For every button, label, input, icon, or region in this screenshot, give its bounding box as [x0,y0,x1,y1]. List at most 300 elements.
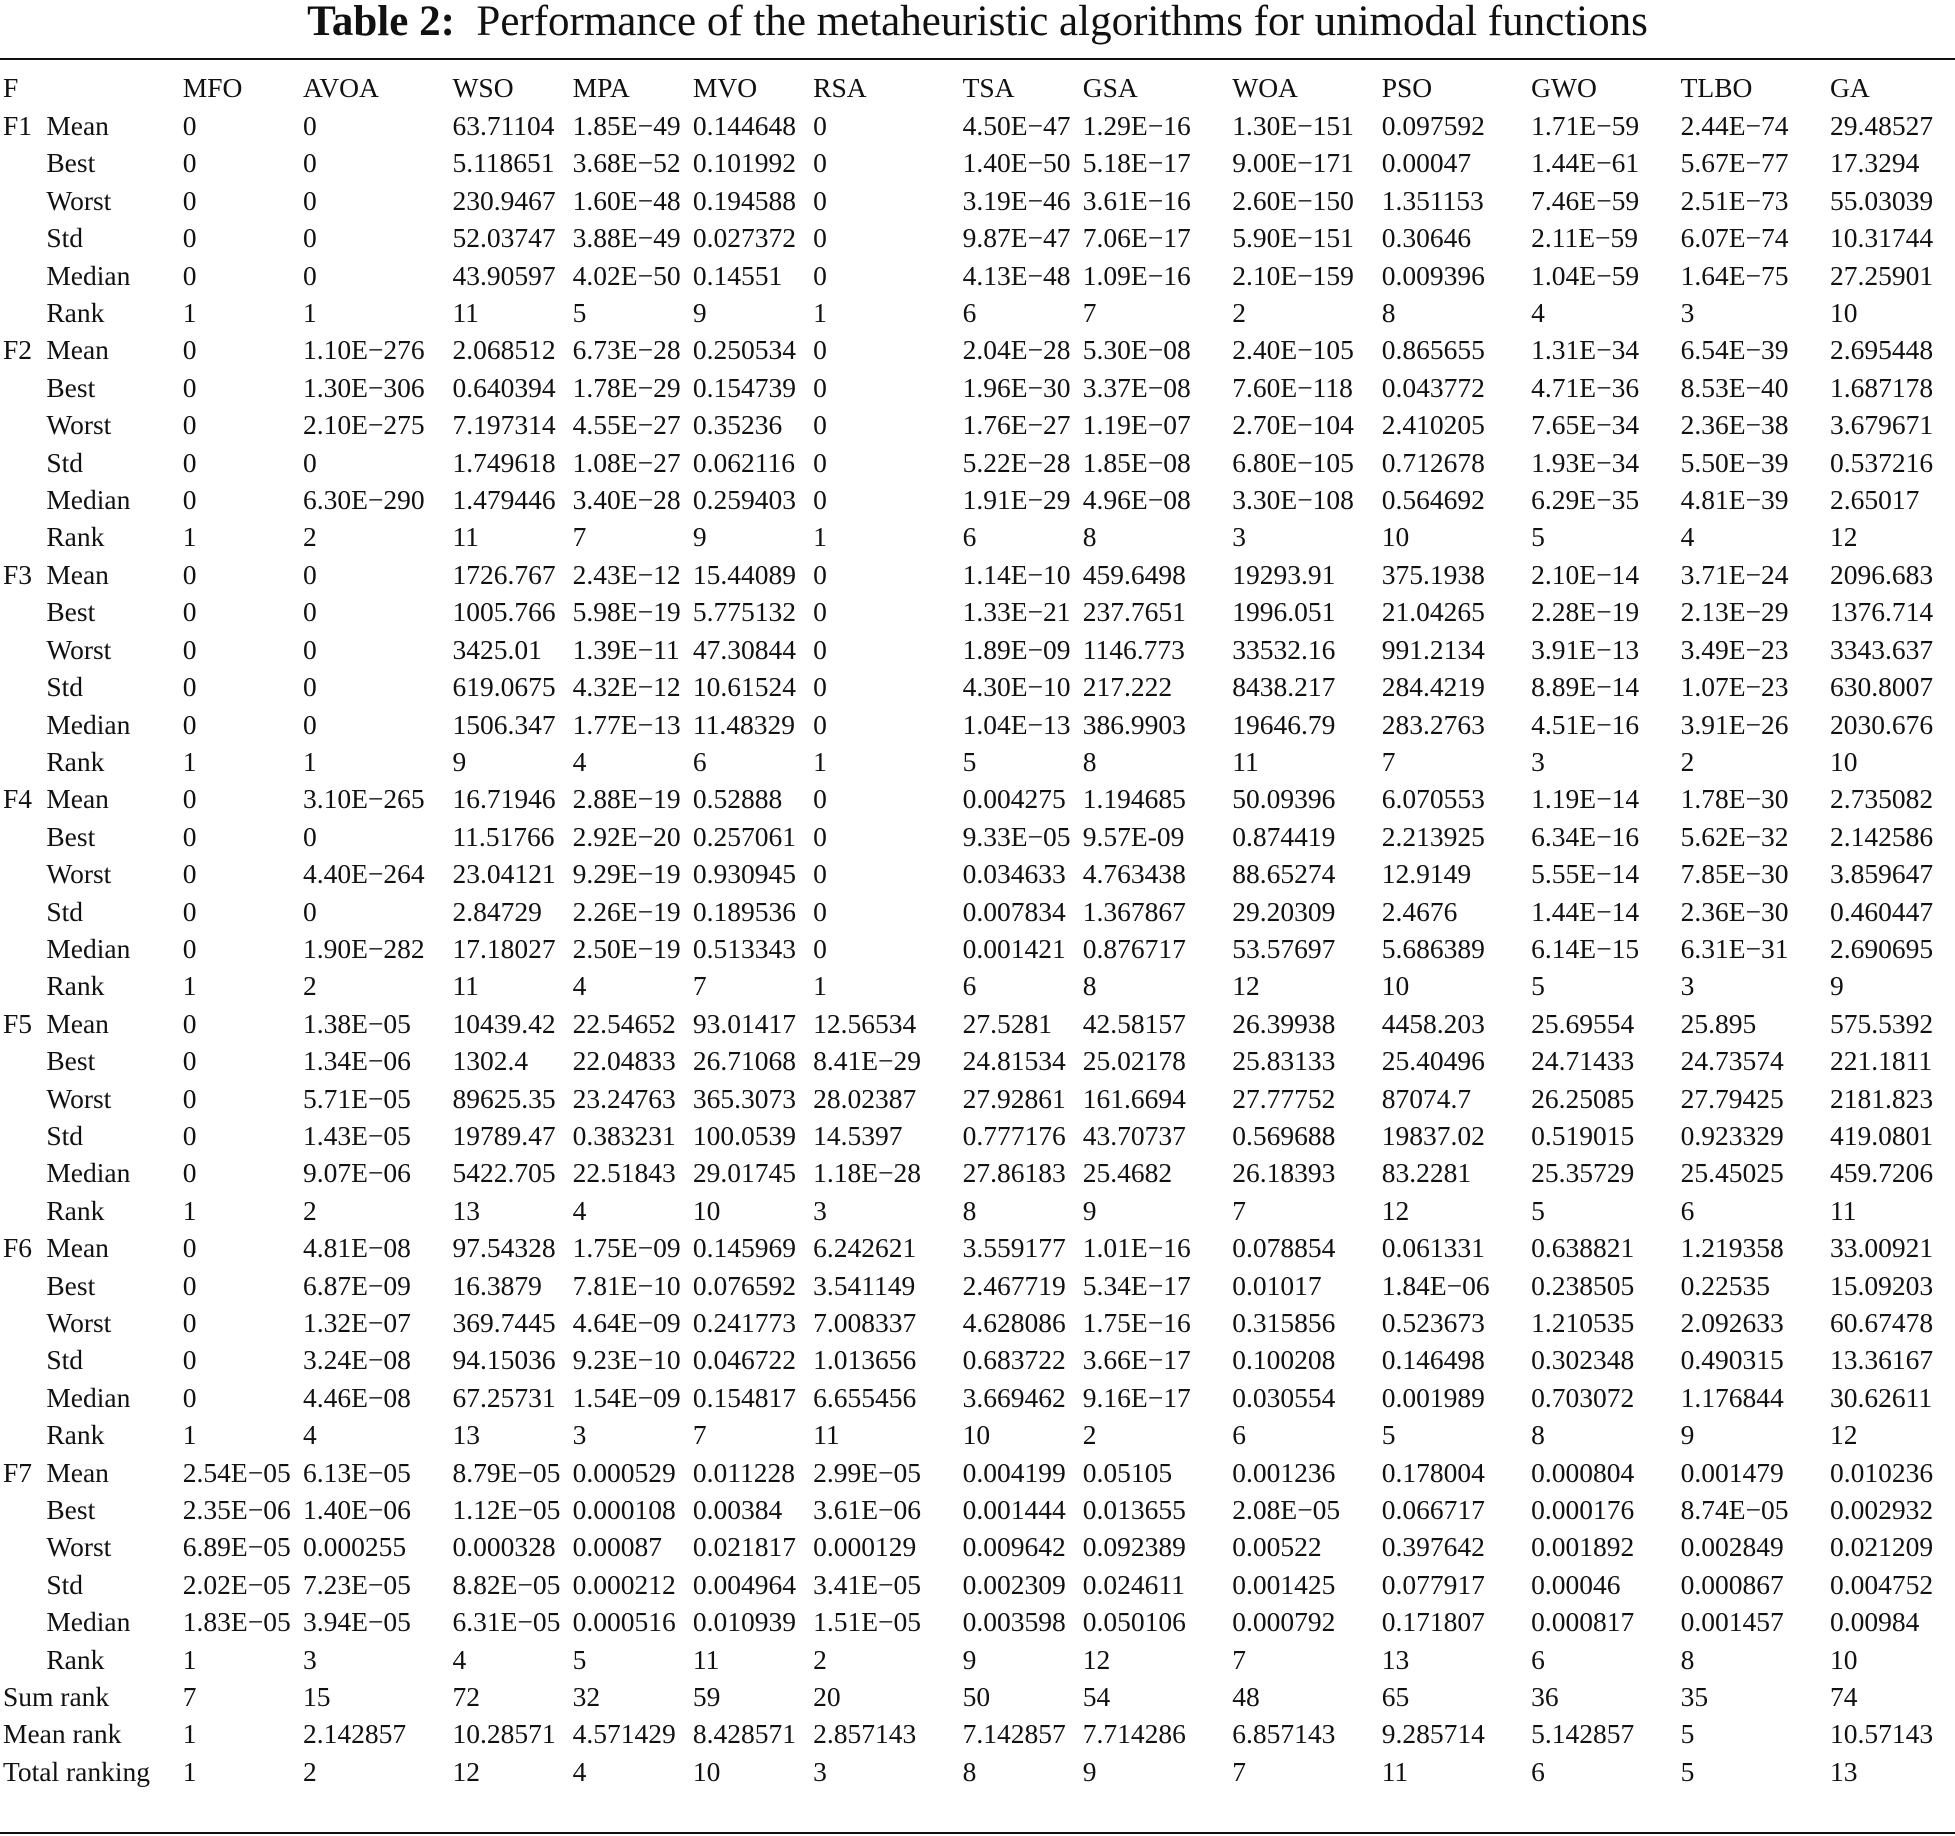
table-cell: 1.749618 [452,446,556,478]
table-cell: 9.07E−06 [303,1157,411,1189]
table-cell: 0 [813,184,827,216]
table-cell: 369.7445 [452,1307,556,1338]
table-row [0,406,1955,443]
table-cell: 3 [1680,297,1695,329]
summary-cell: 7.714286 [1082,1718,1186,1750]
table-cell: 15.09203 [1830,1269,1934,1301]
table-cell: 6.34E−16 [1531,820,1640,852]
table-cell: 0.537216 [1830,446,1934,478]
table-cell: 0 [813,259,827,291]
table-cell: 1.176844 [1680,1381,1784,1413]
table-cell: 0 [813,371,827,403]
table-cell: 0.000817 [1531,1606,1635,1638]
table-cell: 4 [572,745,587,777]
table-cell: 1.29E−16 [1082,110,1191,141]
header-woa: WOA [1232,72,1298,103]
table-cell: 0 [182,371,197,403]
table-cell: 9.23E−10 [572,1344,681,1376]
table-cell: 1.84E−06 [1381,1269,1490,1301]
table-cell: 0.010939 [692,1606,797,1638]
function-name: F4 [3,783,33,815]
table-cell: 7.60E−118 [1232,371,1353,403]
table-cell: 6 [1531,1643,1545,1675]
table-row [0,1566,1955,1603]
table-cell: 7.46E−59 [1531,184,1640,216]
table-cell: 2.84729 [452,895,542,927]
table-cell: 7.23E−05 [303,1568,411,1600]
table-cell: 6.07E−74 [1680,222,1789,254]
table-cell: 1.90E−282 [303,932,425,964]
table-cell: 0 [182,1007,197,1039]
table-cell: 4.40E−264 [303,858,425,890]
table-cell: 3.40E−28 [572,484,681,516]
table-cell: 0.004199 [962,1456,1066,1488]
table-cell: 3.61E−06 [813,1494,922,1526]
table-cell: 7 [692,1419,707,1451]
table-cell: 9.00E−171 [1232,147,1354,179]
table-cell: 0 [303,895,317,927]
table-cell: 27.92861 [962,1082,1066,1114]
table-cell: 9.33E−05 [962,820,1071,852]
table-cell: 29.01745 [692,1157,797,1189]
table-cell: 5.55E−14 [1531,858,1640,890]
table-cell: 0.001236 [1232,1456,1336,1488]
table-cell: 27.5281 [962,1007,1052,1039]
function-name [0,930,43,967]
function-name [0,818,43,855]
table-cell: 0.066717 [1381,1494,1485,1526]
table-cell: 0.003598 [962,1606,1066,1638]
table-cell: 3.91E−26 [1680,708,1789,740]
table-cell: 0.14551 [692,259,783,291]
table-cell: 93.01417 [692,1007,797,1039]
table-cell: 3.94E−05 [303,1606,411,1638]
table-cell: 6.87E−09 [303,1269,411,1301]
table-cell: 27.25901 [1830,259,1934,291]
table-cell: 0.001425 [1232,1568,1336,1600]
table-cell: 10 [692,1194,721,1226]
table-cell: 6.31E−31 [1680,932,1789,964]
table-cell: 1.31E−34 [1531,334,1640,366]
metric-label: Std [46,671,83,703]
table-cell: 8 [1531,1419,1545,1451]
table-cell: 17.3294 [1830,147,1920,179]
table-cell: 0 [182,259,197,291]
metric-label: Mean [46,1007,109,1039]
metric-label: Best [46,820,96,852]
table-cell: 16.3879 [452,1269,542,1301]
table-cell: 1506.347 [452,708,556,740]
function-name: F5 [3,1007,33,1039]
table-cell: 0 [303,222,317,254]
table-cell: 100.0539 [692,1119,797,1151]
table-cell: 459.7206 [1830,1157,1934,1189]
caption-label: Table 2: [307,0,455,45]
table-cell: 5.775132 [692,596,797,628]
metric-label: Best [46,147,96,179]
table-cell: 1.34E−06 [303,1045,411,1077]
table-cell: 8.82E−05 [452,1568,561,1600]
table-cell: 0 [813,932,827,964]
metric-label: Mean [46,783,109,815]
table-cell: 1.75E−09 [572,1232,681,1264]
table-cell: 0 [182,1344,197,1376]
table-cell: 50.09396 [1232,783,1336,815]
table-cell: 3.88E−49 [572,222,681,254]
table-cell: 1 [182,970,197,1002]
metric-label: Worst [46,1531,112,1563]
table-cell: 7 [1232,1194,1246,1226]
table-cell: 26.25085 [1531,1082,1635,1114]
table-cell: 0.030554 [1232,1381,1336,1413]
table-cell: 0.000212 [572,1568,676,1600]
function-name [0,1566,43,1603]
table-cell: 1376.714 [1830,596,1934,628]
table-body [0,107,1955,1827]
table-cell: 3 [1680,970,1695,1002]
summary-cell: 54 [1082,1681,1111,1713]
table-cell: 4.55E−27 [572,409,681,441]
table-row [0,144,1955,181]
table-row [0,1117,1955,1154]
header-gsa: GSA [1082,72,1138,103]
table-cell: 3.66E−17 [1082,1344,1191,1376]
table-cell: 29.20309 [1232,895,1336,927]
table-cell: 16.71946 [452,783,556,815]
table-cell: 7.06E−17 [1082,222,1191,254]
summary-row [0,1753,1955,1827]
table-cell: 0.004275 [962,783,1066,815]
metric-label: Mean [46,558,109,590]
function-name: F2 [3,334,33,366]
function-name [0,1192,43,1229]
table-cell: 237.7651 [1082,596,1186,628]
table-cell: 2.28E−19 [1531,596,1640,628]
table-cell: 2.88E−19 [572,783,681,815]
table-cell: 217.222 [1082,671,1173,703]
table-cell: 0 [182,409,197,441]
table-cell: 0.315856 [1232,1307,1336,1338]
table-cell: 29.48527 [1830,110,1934,141]
table-cell: 2 [813,1643,827,1675]
table-cell: 2.51E−73 [1680,184,1789,216]
function-name: F7 [3,1456,33,1488]
summary-cell: 72 [452,1681,480,1713]
table-cell: 88.65274 [1232,858,1336,890]
summary-cell: 2 [303,1755,317,1787]
table-cell: 2.99E−05 [813,1456,922,1488]
table-row [0,706,1955,743]
metric-label: Std [46,1344,83,1376]
caption-text: Performance of the metaheuristic algorithms for unimodal functions [476,0,1648,45]
table-cell: 15.44089 [692,558,797,590]
table-cell: 221.1811 [1830,1045,1933,1077]
function-name [0,593,43,630]
table-cell: 63.71104 [452,110,555,141]
table-cell: 5.18E−17 [1082,147,1191,179]
table-cell: 2 [1232,297,1246,329]
table-cell: 8.79E−05 [452,1456,561,1488]
metric-label: Std [46,1568,83,1600]
table-cell: 12 [1082,1643,1111,1675]
function-name [0,219,43,256]
table-cell: 0.145969 [692,1232,797,1264]
metric-label: Best [46,1269,96,1301]
table-cell: 0.154739 [692,371,797,403]
table-cell: 0 [182,596,197,628]
table-cell: 5.62E−32 [1680,820,1789,852]
table-cell: 0.078854 [1232,1232,1336,1264]
table-cell: 5 [572,1643,587,1675]
table-cell: 0.00087 [572,1531,663,1563]
table-cell: 0 [182,147,197,179]
summary-row [0,1678,1955,1715]
table-cell: 1726.767 [452,558,556,590]
table-cell: 97.54328 [452,1232,556,1264]
table-cell: 3.559177 [962,1232,1066,1264]
table-cell: 89625.35 [452,1082,556,1114]
table-cell: 8.74E−05 [1680,1494,1789,1526]
bottom-rule [0,1832,1955,1834]
function-name [0,706,43,743]
table-cell: 6 [962,297,977,329]
table-cell: 0 [813,110,827,141]
table-cell: 11 [1830,1194,1857,1226]
table-cell: 2.50E−19 [572,932,681,964]
table-cell: 0 [813,222,827,254]
table-row [0,294,1955,331]
table-row [0,1341,1955,1378]
table-cell: 6.54E−39 [1680,334,1789,366]
summary-cell: 8 [962,1755,977,1787]
table-row [0,1603,1955,1640]
summary-cell: 2.857143 [813,1718,917,1750]
table-cell: 3.71E−24 [1680,558,1789,590]
table-cell: 5.686389 [1381,932,1485,964]
table-cell: 2.36E−38 [1680,409,1789,441]
table-cell: 2030.676 [1830,708,1934,740]
function-name [0,444,43,481]
table-cell: 6.30E−290 [303,484,425,516]
table-cell: 12.56534 [813,1007,917,1039]
table-row [0,369,1955,406]
table-cell: 1 [303,745,317,777]
table-cell: 2 [303,970,317,1002]
table-cell: 1.04E−13 [962,708,1071,740]
table-cell: 5.118651 [452,147,555,179]
table-cell: 2.735082 [1830,783,1934,815]
table-cell: 0 [182,446,197,478]
table-cell: 0 [182,558,197,590]
function-name [0,1267,43,1304]
metric-label: Mean [46,1232,109,1264]
table-cell: 9.57E-09 [1082,820,1185,852]
table-cell: 30.62611 [1830,1381,1933,1413]
table-cell: 3.669462 [962,1381,1066,1413]
table-cell: 26.39938 [1232,1007,1336,1039]
table-cell: 28.02387 [813,1082,917,1114]
table-cell: 0.004964 [692,1568,797,1600]
metric-label: Rank [46,1643,105,1675]
summary-cell: 4.571429 [572,1718,676,1750]
table-cell: 284.4219 [1381,671,1485,703]
summary-cell: 9.285714 [1381,1718,1485,1750]
table-cell: 1996.051 [1232,596,1336,628]
table-cell: 0 [303,820,317,852]
table-cell: 0.238505 [1531,1269,1635,1301]
function-name [0,893,43,930]
table-cell: 1 [182,1643,197,1675]
table-cell: 4.50E−47 [962,110,1071,141]
table-cell: 10 [1381,521,1410,553]
table-cell: 1.479446 [452,484,556,516]
table-cell: 2 [1082,1419,1097,1451]
summary-cell: 7 [182,1681,197,1713]
table-cell: 1.30E−151 [1232,110,1354,141]
table-cell: 0.061331 [1381,1232,1485,1264]
table-cell: 9.87E−47 [962,222,1071,254]
table-cell: 5.22E−28 [962,446,1071,478]
table-cell: 0.189536 [692,895,797,927]
metric-label: Median [46,708,131,740]
table-cell: 12.9149 [1381,858,1472,890]
table-cell: 0 [182,820,197,852]
table-row [0,967,1955,1004]
table-cell: 0.013655 [1082,1494,1186,1526]
header-rsa: RSA [813,72,867,103]
table-cell: 3.68E−52 [572,147,681,179]
table-cell: 1.93E−34 [1531,446,1640,478]
table-cell: 0.034633 [962,858,1066,890]
table-cell: 0 [182,1381,197,1413]
table-cell: 4 [452,1643,467,1675]
table-cell: 1.32E−07 [303,1307,411,1338]
table-cell: 10.31744 [1830,222,1934,254]
table-row [0,930,1955,967]
table-cell: 0 [182,858,197,890]
summary-cell: 1 [182,1718,197,1750]
table-cell: 1.19E−14 [1531,783,1640,815]
table-cell: 1.89E−09 [962,633,1071,665]
table-cell: 0.194588 [692,184,797,216]
table-cell: 10 [962,1419,991,1451]
table-row [0,1304,1955,1341]
function-name [0,855,43,892]
table-cell: 2 [1680,745,1695,777]
table-cell: 0.027372 [692,222,797,254]
table-cell: 43.90597 [452,259,556,291]
table-cell: 8438.217 [1232,671,1336,703]
table-row [0,1416,1955,1453]
table-row [0,518,1955,555]
table-cell: 4 [572,1194,587,1226]
header-wso: WSO [452,72,514,103]
table-cell: 0.077917 [1381,1568,1485,1600]
table-cell: 0.001444 [962,1494,1066,1526]
table-cell: 9 [692,297,707,329]
table-cell: 0.001421 [962,932,1066,964]
table-cell: 3.541149 [813,1269,916,1301]
table-cell: 0.000804 [1531,1456,1635,1488]
table-cell: 0 [813,895,827,927]
table-cell: 3.49E−23 [1680,633,1789,665]
table-cell: 1 [813,521,827,553]
function-name [0,481,43,518]
table-cell: 3 [813,1194,827,1226]
table-cell: 25.35729 [1531,1157,1635,1189]
summary-cell: 10.57143 [1830,1718,1934,1750]
summary-cell: 3 [813,1755,827,1787]
metric-label: Rank [46,1419,105,1451]
table-cell: 10 [1381,970,1410,1002]
table-row [0,780,1955,817]
table-cell: 1.194685 [1082,783,1186,815]
table-cell: 0.050106 [1082,1606,1186,1638]
summary-label: Sum rank [3,1681,110,1713]
table-cell: 0 [813,858,827,890]
table-cell: 619.0675 [452,671,556,703]
table-cell: 3.91E−13 [1531,633,1640,665]
table-cell: 0 [182,708,197,740]
table-cell: 1.38E−05 [303,1007,411,1039]
table-cell: 19293.91 [1232,558,1336,590]
table-cell: 0.010236 [1830,1456,1934,1488]
summary-label: Total ranking [3,1755,150,1787]
table-cell: 2.08E−05 [1232,1494,1341,1526]
header-tlbo: TLBO [1680,72,1753,103]
table-cell: 3.61E−16 [1082,184,1191,216]
metric-label: Mean [46,1456,109,1488]
header-pso: PSO [1381,72,1433,103]
table-cell: 0 [303,708,317,740]
table-row [0,1005,1955,1042]
metric-label: Mean [46,110,109,141]
table-cell: 0.001892 [1531,1531,1635,1563]
table-cell: 4.763438 [1082,858,1186,890]
table-cell: 0.569688 [1232,1119,1336,1151]
table-cell: 0 [303,596,317,628]
metric-label: Std [46,222,83,254]
summary-cell: 50 [962,1681,991,1713]
table-cell: 53.57697 [1232,932,1336,964]
table-cell: 7.65E−34 [1531,409,1640,441]
function-name: F1 [3,110,33,141]
table-cell: 0.062116 [692,446,795,478]
table-cell: 1.013656 [813,1344,917,1376]
table-cell: 2.65017 [1830,484,1920,516]
table-cell: 1.78E−29 [572,371,681,403]
table-cell: 0 [182,484,197,516]
table-cell: 2.44E−74 [1680,110,1789,141]
metric-label: Rank [46,745,105,777]
table-cell: 25.69554 [1531,1007,1635,1039]
table-cell: 1.09E−16 [1082,259,1191,291]
metric-label: Mean [46,334,109,366]
table-cell: 5 [962,745,977,777]
table-cell: 6.29E−35 [1531,484,1640,516]
top-rule [0,58,1955,60]
table-cell: 0.092389 [1082,1531,1186,1563]
table-cell: 0 [303,446,317,478]
table-cell: 1.77E−13 [572,708,681,740]
table-cell: 1302.4 [452,1045,529,1077]
table-cell: 25.02178 [1082,1045,1186,1077]
table-row [0,1528,1955,1565]
table-cell: 9 [962,1643,977,1675]
table-cell: 1.12E−05 [452,1494,561,1526]
table-cell: 1.33E−21 [962,596,1071,628]
table-cell: 459.6498 [1082,558,1186,590]
